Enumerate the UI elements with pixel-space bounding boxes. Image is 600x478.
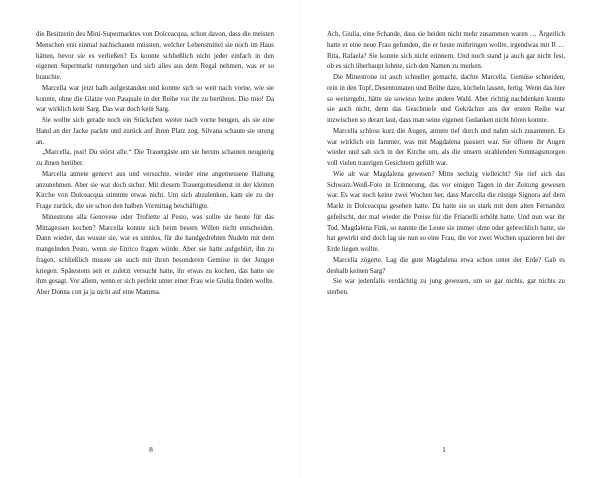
right-paragraph-4: Wie alt war Magdalena gewesen? Mitte sechzig vielleicht? Sie rief sich das Schwarz-Weiß-Foto in Erinnerung, das vor einigen Tagen in der Zeitung gewesen war. Es war noch keine zwei Wochen her, dass Marcella die rüstige Signora auf dem Markt in Dolceacqua gesehen hatte. Da hatte sie so stark mit dem alten Fernandez gefeilscht, der mal wieder die Preise für die Friarielli erhöht hatte. Und nun war ihr Tod. Magdalena Fink, so nannte die Leute sie immer ohne oder gebrechlich hatte, sie hat gewirkt und doch lag sie nun so eine Frau, die vor zwei Wochen spazieren bei der Erde liegen wollte. bbox=[327, 170, 565, 253]
left-paragraph-6: Minestrone alla Genovese oder Trofiette al Pesto, was sollte sie heute für das Mittagessen kochen? Marcella konnte sich beim besten Willen nicht entscheiden. Dann wieder, das wusste sie, war es sinnlos, für die handgedrehten Nudeln mit dem mangelnden Pesto, wenn sie Enrico fragen würde. Aber sie hatte aufgehört, ihn zu fragen, schließlich musste sie auch mit ihren besonderen Gemüse in der Jungen kriegen. Spätestens seit er zuletzt versucht hatte, ihr etwas zu kochen, das hatte sie ihm gesagt. Vor allem, wenn er sich perfekt unter einer Frau wie Giulia finden wollte. Aber Donna con ja ja nicht auf eine Mamma. bbox=[36, 213, 274, 296]
left-paragraph-1: die Besitzerin des Mini-Supermarktes von Dolceacqua, schon davon, dass die meisten Menschen erst einmal nachschauen müssten, welcher Lebensmittel sie noch im Haus hätten, bevor sie es verließen? Es konnte schließlich nicht jeder einfach in den eigenen Supermarkt runtergehen und sich alles aus dem Regal nehmen, was er so brauchte. bbox=[36, 31, 274, 81]
right-paragraph-3: Marcella schloss kurz die Augen, atmete tief durch und nahm sich zusammen. Es war wirklich ein Jammer, was mit Magdalena passiert war. Sie öffnete ihr Augen wieder und sah sich in der Kirche um, als die unsern strahlenden Sonntagsmorgen voll vielen traurigen Gesichtern gefüllt war. bbox=[327, 127, 565, 167]
book-gutter bbox=[299, 0, 301, 478]
left-paragraph-5: Marcella atmete genervt aus und versuchte, wieder eine angemessene Haltung anzunehmen. Aber sie war doch sicher. Mit diesem Trauergottesdienst in der kleinen Kirche von Dolceacqua stimmte etwas nicht. Um sich abzulenken, kam sie zu der Frage zurück, die sie schon den halben Vormittag beschäftigte. bbox=[36, 170, 274, 210]
right-paragraph-1: Ach, Giulia, eine Schande, dass sie beiden nicht mehr zusammen waren … Ärgerlich hatte er eine neue Frau gefunden, die er heute mitbringen wollte, irgendwas mit R … Rita, Rafaela? Sie konnte sich nicht erinnern. Und noch stand ja auch gar nicht fest, ob es sich überhaupt lohnte, sich den Namen zu merken. bbox=[327, 31, 565, 71]
left-paragraph-2: Marcella war jetzt halb aufgestanden und konnte sich so weit nach vorne, wie sie konnte, ohne die Glatze von Pasquale in der Reihe vor ihr zu berühren. Dio mio! Da war wirklich kein Sarg. Das war doch kein Sarg. bbox=[36, 84, 274, 114]
right-paragraph-6: Sie war jedenfalls verdächtig zu jung gewesen, um so gar nichts, gar nichts zu sterben. bbox=[327, 278, 565, 296]
right-page bbox=[327, 30, 565, 425]
right-paragraph-2: Die Minestrone ist auch schneller gemacht, dachte Marcella. Gemüse schneiden, rein in den Topf, Desentomaten und Brühe dazu, köcheln lassen, fertig. Wenn das hier so weitergeht, hätte sie sowieso keine andere Wahl. Aber richtig nachdenken konnte sie auch nicht, denn das Geschniefe und Gekrächze aus der ersten Reihe war inzwischen so derart laut, dass man seine eigenen Gedanken nicht hören konnte. bbox=[327, 74, 565, 124]
right-page-number: 1 bbox=[442, 445, 446, 454]
left-paragraph-3: Sie wollte sich gerade noch ein Stückchen weiter nach vorne beugen, als sie eine Hand an der Jacke packte und zurück auf ihren Platz zog. Silvana schaute sie streng an. bbox=[36, 117, 274, 146]
left-paragraph-4: „Marcella, psst! Du störst alle.“ Die Trauergäste um sie herum schauten neugierig zu ihnen herüber. bbox=[36, 149, 274, 167]
left-page-number: 8 bbox=[149, 445, 153, 454]
left-page bbox=[36, 30, 274, 425]
right-paragraph-5: Marcella zögerte. Lag die gute Magdalena etwa schon unter der Erde? Gab es deshalb keinen Sarg? bbox=[327, 256, 565, 275]
